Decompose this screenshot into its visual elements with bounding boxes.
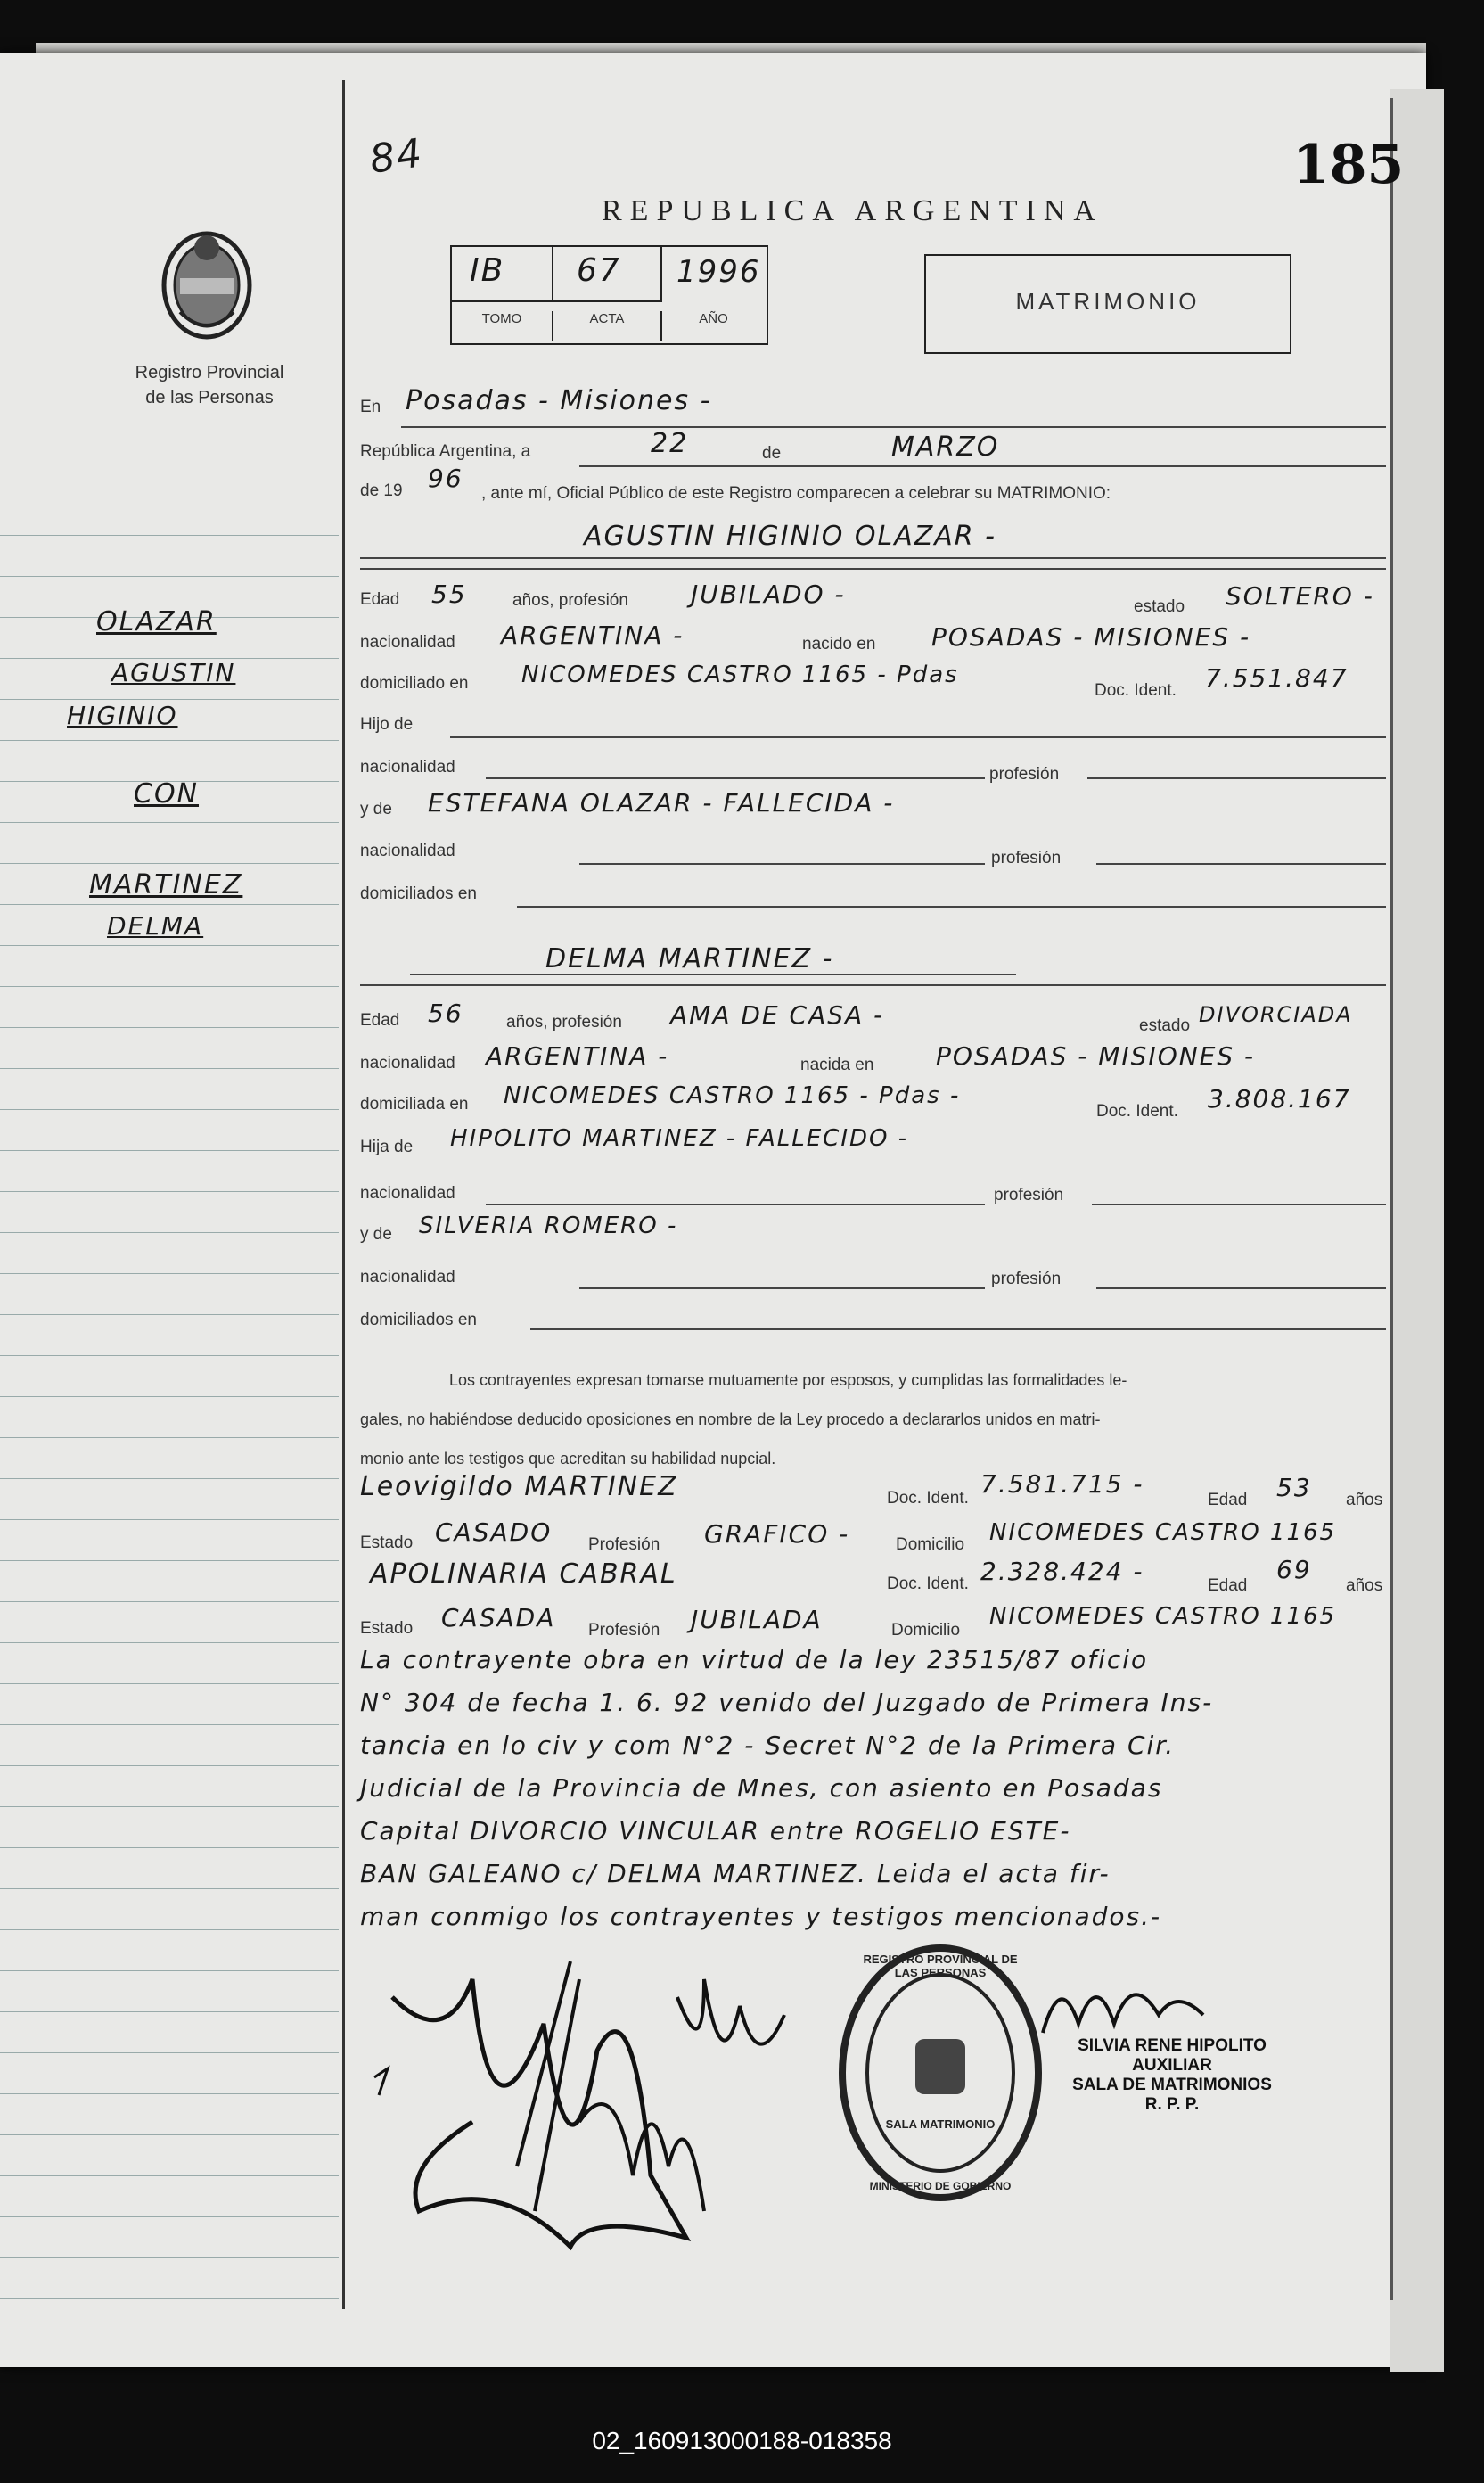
footer-code: 02_160913000188-018358 <box>592 2427 892 2454</box>
margin-rule <box>0 863 339 864</box>
margin-rule <box>0 1970 339 1971</box>
witness2-edad: 69 <box>1276 1555 1312 1584</box>
note-line: man conmigo los contrayentes y testigos mencionados.- <box>360 1902 1162 1931</box>
bride-doc: 3.808.167 <box>1208 1084 1351 1114</box>
ano-value: 1996 <box>676 254 761 290</box>
margin-rule <box>0 1396 339 1397</box>
tomo-label: TOMO <box>452 311 553 341</box>
bride-estado-label: estado <box>1139 1016 1191 1035</box>
margin-rule <box>0 1478 339 1479</box>
registry-name-line1: Registro Provincial <box>135 363 284 382</box>
note-line: Capital DIVORCIO VINCULAR entre ROGELIO ESTE- <box>360 1816 1071 1846</box>
margin-surname-1: OLAZAR <box>96 606 217 637</box>
month-value: MARZO <box>891 432 1000 463</box>
margin-rule <box>0 1232 339 1233</box>
margin-rule <box>0 2175 339 2176</box>
witness1-domicilio-label: Domicilio <box>896 1535 965 1554</box>
bride-nac-label: nacionalidad <box>360 1054 455 1073</box>
witness1-estado: CASADO <box>435 1517 553 1547</box>
bride-edad: 56 <box>428 999 463 1028</box>
top-initials: 84 <box>366 130 427 183</box>
republic-title: REPUBLICA ARGENTINA <box>602 194 1103 227</box>
groom-nac-label: nacionalidad <box>360 633 455 652</box>
witness2-domicilio-label: Domicilio <box>891 1621 961 1640</box>
margin-rule <box>0 1847 339 1848</box>
stamp-bottom-text: MINISTERIO DE GOBIERNO <box>869 2180 1012 2192</box>
witness1-edad: 53 <box>1276 1473 1312 1502</box>
intro-text: , ante mí, Oficial Público de este Registro comparecen a celebrar su MATRIMONIO: <box>481 484 1111 503</box>
bride-profesion: AMA DE CASA - <box>670 1000 885 1030</box>
margin-rule <box>0 1806 339 1807</box>
margin-rule <box>0 740 339 741</box>
groom-madre: ESTEFANA OLAZAR - FALLECIDA - <box>428 788 895 818</box>
witness2-anos-label: años <box>1346 1576 1383 1595</box>
witness1-estado-label: Estado <box>360 1533 414 1552</box>
groom-dom-label: domiciliado en <box>360 674 469 693</box>
margin-rule <box>0 1560 339 1561</box>
margin-rule <box>0 1724 339 1725</box>
margin-rule <box>0 1642 339 1643</box>
declaration-line-1: Los contrayentes expresan tomarse mutuamente por esposos, y cumplidas las formalidades le- <box>449 1371 1127 1389</box>
groom-yde-label: y de <box>360 800 392 818</box>
bride-anos-label: años, profesión <box>506 1013 622 1032</box>
groom-full-name: AGUSTIN HIGINIO OLAZAR - <box>584 521 996 552</box>
margin-rule <box>0 2052 339 2053</box>
margin-rule <box>0 2216 339 2217</box>
margin-rule <box>0 1601 339 1602</box>
witness2-estado: CASADA <box>441 1603 556 1632</box>
margin-rule <box>0 945 339 946</box>
witness2-profesion-label: Profesión <box>588 1621 660 1640</box>
margin-rule <box>0 576 339 577</box>
margin-rule <box>0 2134 339 2135</box>
bride-edad-label: Edad <box>360 1011 400 1030</box>
groom-doc-label: Doc. Ident. <box>1095 681 1177 700</box>
stamp-inner-text: SALA MATRIMONIO <box>885 2117 996 2131</box>
groom-nac2-label: nacionalidad <box>360 758 455 777</box>
acta-label: ACTA <box>553 311 662 341</box>
margin-rule <box>0 1191 339 1192</box>
bride-prof3-label: profesión <box>991 1270 1062 1288</box>
witness1-doc-label: Doc. Ident. <box>887 1489 969 1508</box>
margin-rule <box>0 1519 339 1520</box>
bride-padre: HIPOLITO MARTINEZ - FALLECIDO - <box>450 1125 909 1152</box>
groom-nacido-label: nacido en <box>802 635 876 654</box>
bride-estado: DIVORCIADA <box>1199 1002 1353 1027</box>
de19-label: de 19 <box>360 481 403 500</box>
tomo-value: IB <box>470 252 505 289</box>
margin-rule <box>0 1437 339 1438</box>
groom-prof3-label: profesión <box>991 849 1062 867</box>
bride-yde-label: y de <box>360 1225 392 1244</box>
groom-nacido: POSADAS - MISIONES - <box>931 622 1251 652</box>
place-value: Posadas - Misiones - <box>406 385 712 416</box>
bride-domicilio: NICOMEDES CASTRO 1165 - Pdas - <box>504 1082 961 1109</box>
margin-rule <box>0 1109 339 1110</box>
witness1-name: Leovigildo MARTINEZ <box>360 1471 678 1502</box>
groom-edad: 55 <box>431 580 467 609</box>
margin-rule <box>0 986 339 987</box>
margin-given-2: DELMA <box>107 911 204 941</box>
groom-estado-label: estado <box>1134 597 1185 616</box>
officer-role: AUXILIAR <box>1132 2056 1212 2075</box>
bride-madre: SILVERIA ROMERO - <box>419 1213 678 1239</box>
bride-full-name: DELMA MARTINEZ - <box>545 943 834 974</box>
note-line: Judicial de la Provincia de Mnes, con asiento en Posadas <box>360 1773 1163 1803</box>
officer-rpp: R. P. P. <box>1144 2095 1200 2114</box>
margin-rule <box>0 904 339 905</box>
margin-rule <box>0 1929 339 1930</box>
emblem-icon <box>915 2039 965 2094</box>
margin-divider <box>342 80 345 2309</box>
margin-rule <box>0 2298 339 2299</box>
witness1-edad-label: Edad <box>1208 1491 1248 1509</box>
groom-anos-label: años, profesión <box>512 591 628 610</box>
margin-surname-2: MARTINEZ <box>89 869 243 900</box>
right-border <box>1390 98 1393 2300</box>
officer-sala: SALA DE MATRIMONIOS <box>1072 2076 1272 2094</box>
bride-doc-label: Doc. Ident. <box>1096 1102 1178 1121</box>
declaration-line-2: gales, no habiéndose deducido oposiciones en nombre de la Ley procedo a declararlos unidos en matri- <box>360 1410 1101 1428</box>
note-line: N° 304 de fecha 1. 6. 92 venido del Juzgado de Primera Ins- <box>360 1688 1214 1717</box>
officer-name: SILVIA RENE HIPOLITO <box>1078 2036 1267 2055</box>
day-value: 22 <box>651 428 689 459</box>
margin-given-1b: HIGINIO <box>67 701 178 730</box>
margin-rule <box>0 1150 339 1151</box>
act-type-box <box>924 254 1291 354</box>
page-number: 185 <box>1292 134 1405 196</box>
bride-domiciliados-label: domiciliados en <box>360 1311 477 1329</box>
margin-rule <box>0 1314 339 1315</box>
groom-nac3-label: nacionalidad <box>360 842 455 860</box>
margin-rule <box>0 1355 339 1356</box>
margin-rule <box>0 1765 339 1766</box>
note-line: tancia en lo civ y com N°2 - Secret N°2 de la Primera Cir. <box>360 1731 1176 1760</box>
margin-rule <box>0 2257 339 2258</box>
witness1-doc: 7.581.715 - <box>980 1469 1144 1499</box>
margin-rule <box>0 2093 339 2094</box>
bride-hija-label: Hija de <box>360 1138 414 1156</box>
witness1-anos-label: años <box>1346 1491 1383 1509</box>
groom-prof2-label: profesión <box>989 765 1060 784</box>
margin-rule <box>0 699 339 700</box>
witness2-profesion: JUBILADA <box>691 1605 823 1634</box>
groom-nacionalidad: ARGENTINA - <box>501 621 685 650</box>
note-line: BAN GALEANO c/ DELMA MARTINEZ. Leida el acta fir- <box>360 1859 1111 1888</box>
groom-profesion: JUBILADO - <box>691 580 846 609</box>
witness2-edad-label: Edad <box>1208 1576 1248 1595</box>
ano-label: AÑO <box>699 311 728 326</box>
groom-estado: SOLTERO - <box>1226 581 1374 611</box>
de-label: de <box>762 444 782 463</box>
bride-nacionalidad: ARGENTINA - <box>486 1041 669 1071</box>
official-stamp <box>833 1939 1047 2207</box>
republica-label: República Argentina, a <box>360 442 531 461</box>
declaration-line-3: monio ante los testigos que acreditan su habilidad nupcial. <box>360 1450 776 1468</box>
groom-domicilio: NICOMEDES CASTRO 1165 - Pdas <box>521 662 959 688</box>
margin-con: CON <box>134 778 200 810</box>
witness2-estado-label: Estado <box>360 1619 414 1638</box>
witness2-doc-label: Doc. Ident. <box>887 1574 969 1593</box>
note-line: La contrayente obra en virtud de la ley 23515/87 oficio <box>360 1645 1149 1674</box>
witness2-doc: 2.328.424 - <box>980 1557 1144 1586</box>
witness1-domicilio: NICOMEDES CASTRO 1165 <box>989 1519 1337 1546</box>
margin-rule <box>0 2011 339 2012</box>
en-label: En <box>360 398 381 416</box>
year-value: 96 <box>428 464 463 493</box>
margin-rule <box>0 1068 339 1069</box>
bride-nacida: POSADAS - MISIONES - <box>936 1041 1256 1071</box>
groom-domiciliados-label: domiciliados en <box>360 884 477 903</box>
margin-rule <box>0 1273 339 1274</box>
witness2-name: APOLINARIA CABRAL <box>370 1558 677 1590</box>
acta-value: 67 <box>577 252 621 289</box>
witness1-profesion-label: Profesión <box>588 1535 660 1554</box>
stamp-outer-text: REGISTRO PROVINCIAL DE LAS PERSONAS <box>863 1953 1018 1979</box>
margin-rule <box>0 1888 339 1889</box>
margin-rule <box>0 1683 339 1684</box>
act-type: MATRIMONIO <box>1015 288 1201 315</box>
groom-hijo-label: Hijo de <box>360 715 414 734</box>
bride-nac2-label: nacionalidad <box>360 1184 455 1203</box>
groom-edad-label: Edad <box>360 590 400 609</box>
bride-dom-label: domiciliada en <box>360 1095 469 1114</box>
bride-prof2-label: profesión <box>994 1186 1064 1205</box>
act-number-box <box>450 245 768 345</box>
groom-doc: 7.551.847 <box>1205 663 1349 693</box>
margin-rule <box>0 535 339 536</box>
bride-nac3-label: nacionalidad <box>360 1268 455 1287</box>
margin-given-1a: AGUSTIN <box>111 658 236 687</box>
margin-rule <box>0 822 339 823</box>
witness2-domicilio: NICOMEDES CASTRO 1165 <box>989 1603 1337 1630</box>
bride-nacida-label: nacida en <box>800 1056 874 1074</box>
registry-name-line2: de las Personas <box>145 388 274 407</box>
coat-of-arms-icon <box>153 223 260 348</box>
witness1-profesion: GRAFICO - <box>704 1519 850 1549</box>
page-stack <box>1390 89 1444 2372</box>
margin-rule <box>0 1027 339 1028</box>
